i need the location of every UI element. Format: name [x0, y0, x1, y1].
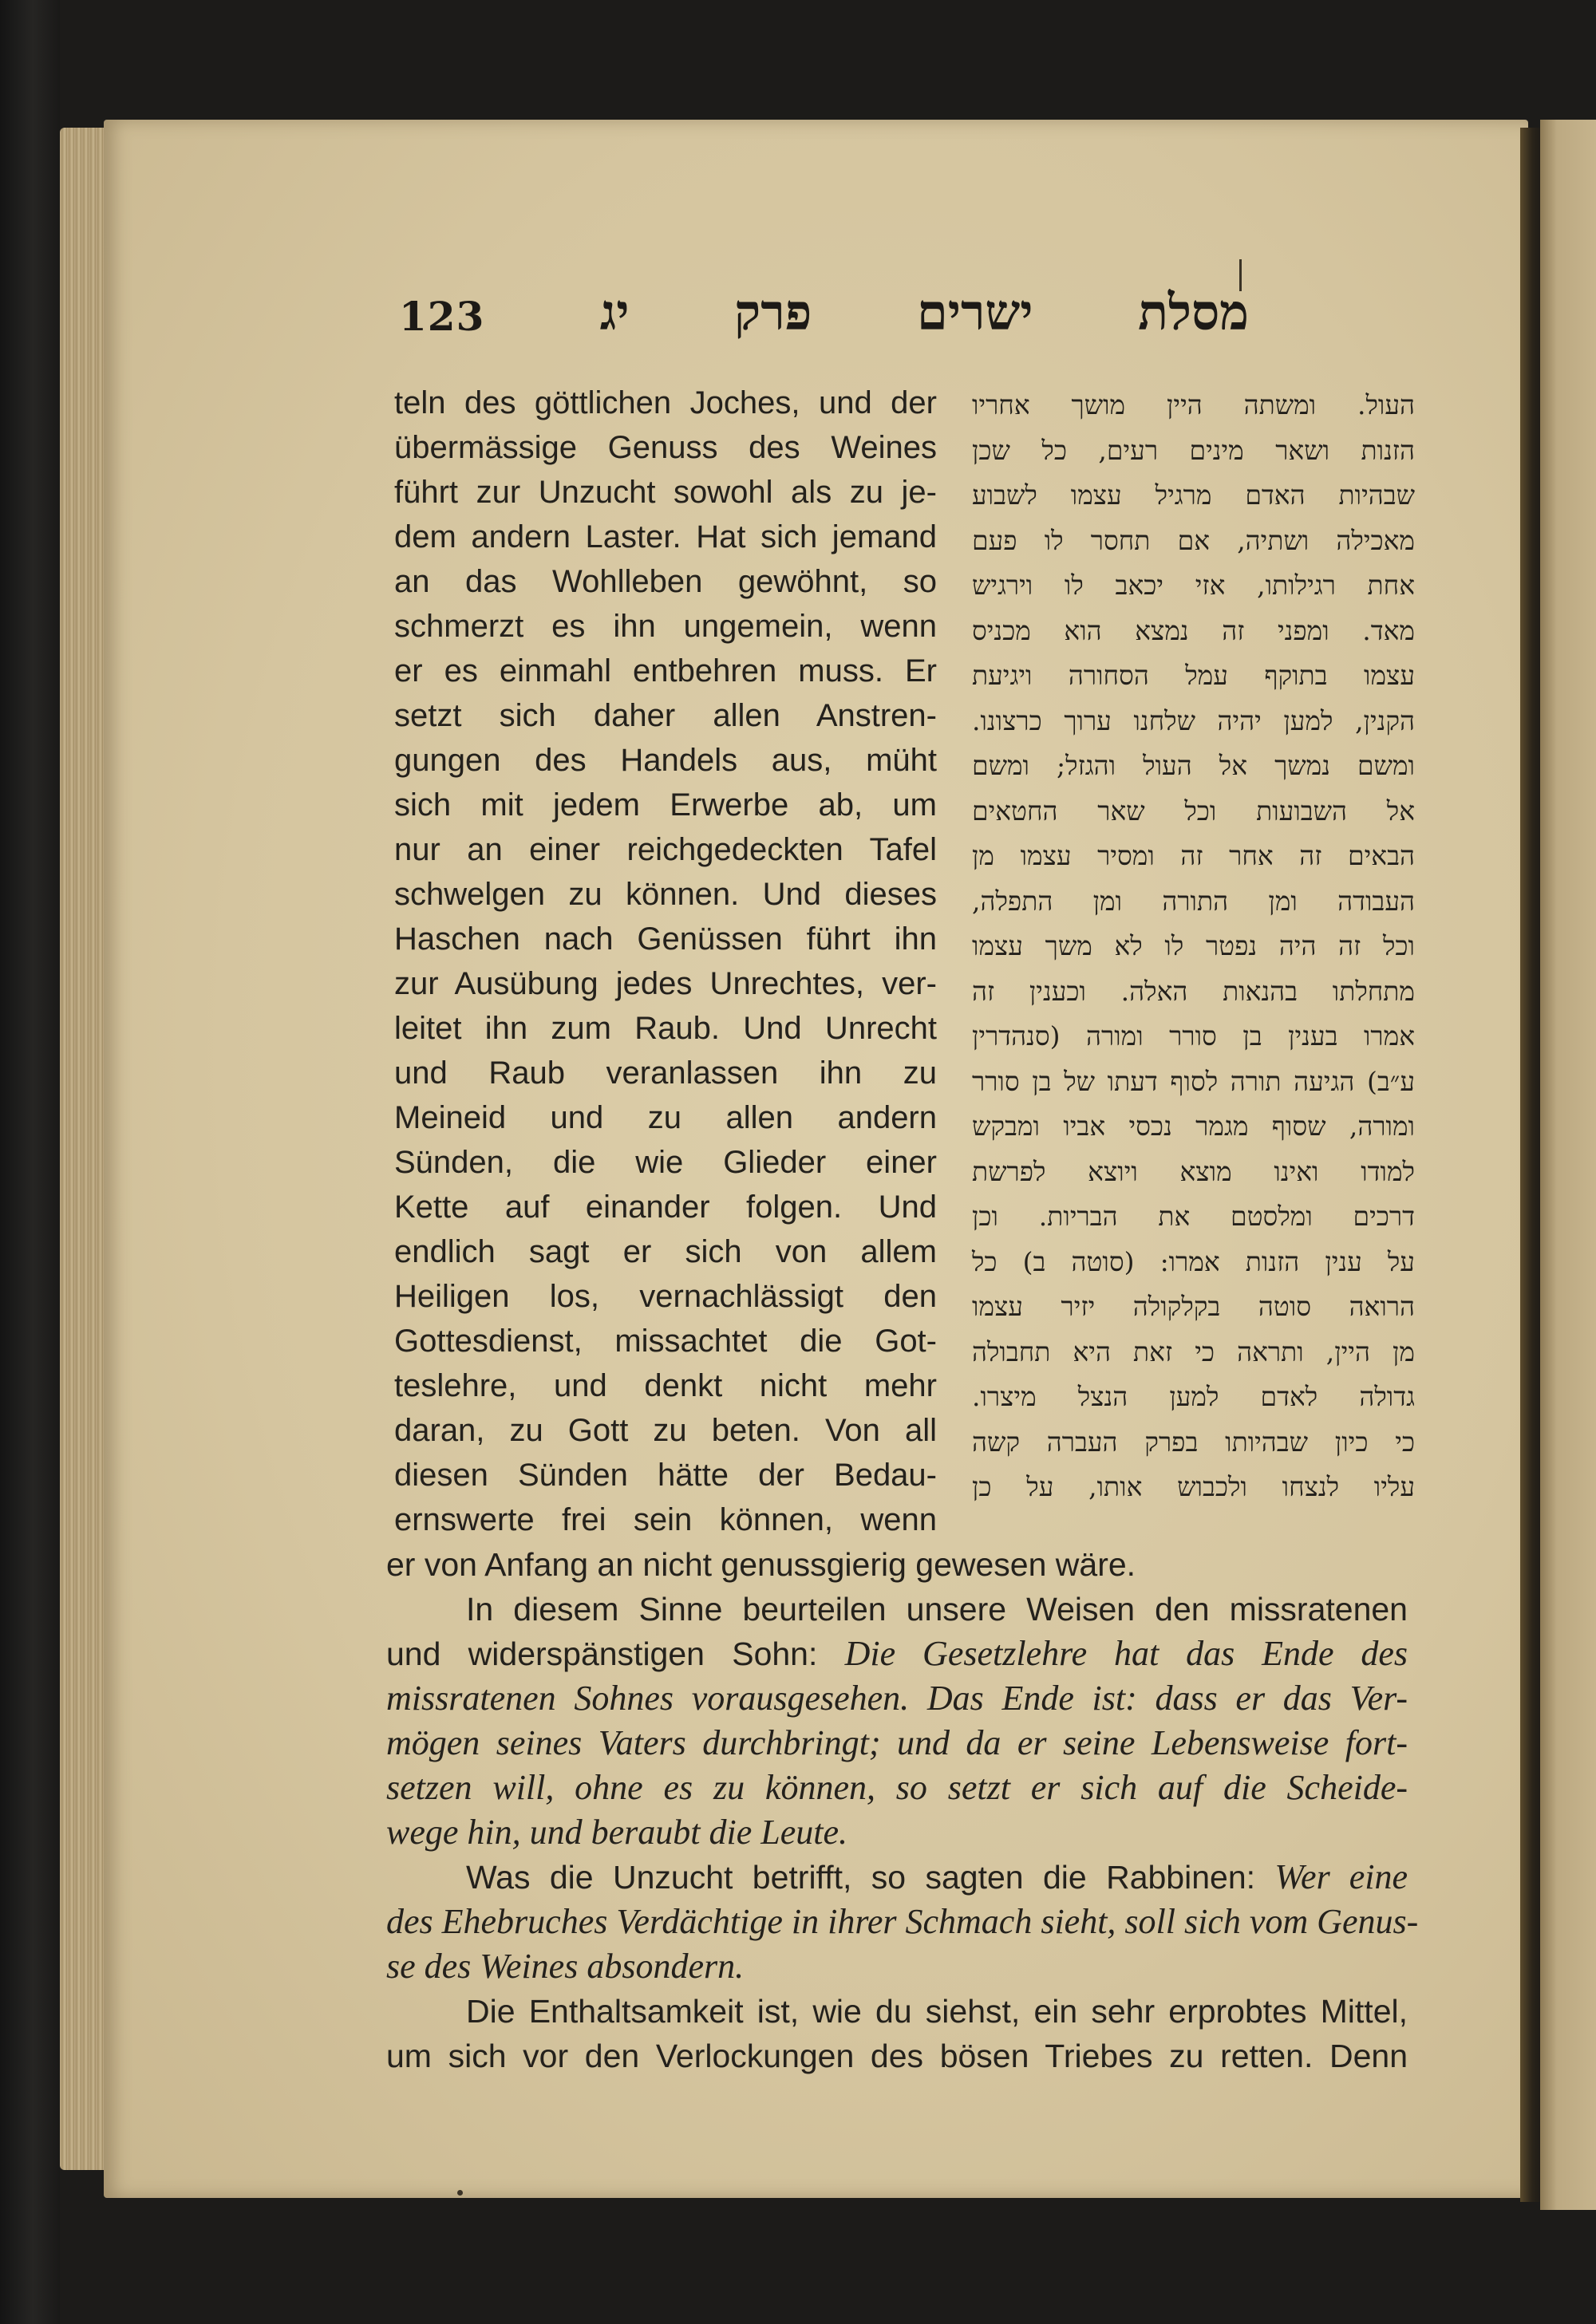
german-line: teln des göttlichen Joches, und der [394, 385, 937, 420]
german-line: Kette auf einander folgen. Und [394, 1190, 937, 1225]
quote-line: setzen will, ohne es zu können, so setzt er sich auf die Scheide- [386, 1768, 1408, 1807]
text-line: um sich vor den Verlockungen des bösen Triebes zu retten. Denn [386, 2038, 1408, 2074]
german-line: sich mit jedem Erwerbe ab, um [394, 787, 937, 823]
german-line: Heiligen los, vernachlässigt den [394, 1279, 937, 1314]
hebrew-line: עליו לנצחו ולכבוש אותו, על כן [972, 1471, 1415, 1502]
hebrew-line: על ענין הזנות אמרו: (סוטה ב) כל [972, 1245, 1415, 1277]
hebrew-title [600, 283, 1249, 342]
hebrew-line: הרואה סוטה בקלקולה יזיר עצמו [972, 1291, 1415, 1322]
hebrew-line: מתחלתו בהנאות האלה. וכענין זה [972, 975, 1415, 1007]
quote-line: wege hin, und beraubt die Leute. [386, 1813, 848, 1852]
german-line: Haschen nach Genüssen führt ihn [394, 921, 937, 957]
running-header [399, 283, 1249, 355]
hebrew-text-column [972, 383, 1415, 1510]
hebrew-line: מאכילה ושתיה, אם תחסר לו פעם [972, 524, 1415, 556]
book-binding [0, 0, 60, 2324]
german-line: er es einmahl entbehren muss. Er [394, 653, 937, 689]
page-number: 123 [399, 293, 485, 340]
hebrew-line: דרכים ומלסטם את הבריות. וכן [972, 1201, 1415, 1232]
hebrew-line: ע״ב) הגיעה תורה לסוף דעתו של בן סורר [972, 1065, 1415, 1097]
hebrew-line: מאד. ומפני זה נמצא הוא מכניס [972, 614, 1415, 646]
hebrew-line: אחת רגילותו, אזי יכאב לו וירגיש [972, 570, 1415, 601]
german-line: leitet ihn zum Raub. Und Unrecht [394, 1011, 937, 1046]
text-line: In diesem Sinne beurteilen unsere Weisen den missratenen [466, 1591, 1408, 1628]
german-line: zur Ausübung jedes Unrechtes, ver- [394, 966, 937, 1001]
german-line: daran, zu Gott zu beten. Von all [394, 1413, 937, 1448]
hebrew-line: העבודה ומן התורה ומן התפלה, [972, 885, 1415, 917]
hebrew-line: הקנין, למען יהיה שלחנו ערוך כרצונו. [972, 704, 1415, 736]
hebrew-line: שבהיות האדם מרגיל עצמו לשבוע [972, 479, 1415, 511]
hebrew-line: גדולה לאדם למען הנצל מיצרו. [972, 1381, 1415, 1412]
quote-segment: Die Gesetzlehre hat das Ende des [844, 1634, 1408, 1673]
german-line: führt zur Unzucht sowohl als zu je- [394, 475, 937, 510]
german-line: setzt sich daher allen Anstren- [394, 698, 937, 733]
german-line: diesen Sünden hätte der Bedau- [394, 1458, 937, 1493]
hebrew-line: ומורה, שסוף מגמר נכסי אביו ומבקש [972, 1111, 1415, 1142]
facing-page-edge [1540, 120, 1596, 2210]
page-gutter [1520, 128, 1540, 2202]
hebrew-line: למודו ואינו מוצא ויוצא לפרשת [972, 1155, 1415, 1187]
german-line: ernswerte frei sein können, wenn [394, 1502, 937, 1537]
german-line: übermässige Genuss des Weines [394, 430, 937, 465]
german-line: dem andern Laster. Hat sich jemand [394, 519, 937, 554]
text-segment: und widerspänstigen Sohn: [386, 1635, 845, 1672]
hebrew-line: הזנות ושאר מינים רעים, כל שכן [972, 434, 1415, 466]
text-line [386, 1855, 1408, 1900]
hebrew-line: העול. ומשתה היין מושך אחריו [972, 389, 1415, 420]
text-line: Die Enthaltsamkeit ist, wie du siehst, ein sehr erprobtes Mittel, [466, 1993, 1408, 2030]
german-line: gungen des Handels aus, müht [394, 743, 937, 778]
quote-line: des Ehebruches Verdächtige in ihrer Schmach sieht, soll sich vom Genus- [386, 1902, 1419, 1941]
paper-speck [457, 2190, 463, 2196]
hebrew-title-word: פרק יג [599, 283, 812, 341]
german-line: Meineid und zu allen andern [394, 1100, 937, 1135]
quote-line: missratenen Sohnes vorausgesehen. Das Ende ist: dass er das Ver- [386, 1679, 1408, 1718]
german-line: und Raub veranlassen ihn zu [394, 1055, 937, 1091]
german-line: endlich sagt er sich von allem [394, 1234, 937, 1269]
full-width-text [386, 1542, 1419, 2078]
text-segment: Was die Unzucht betrifft, so sagten die Rabbinen: [466, 1859, 1275, 1896]
quote-line: se des Weines absondern. [386, 1947, 745, 1986]
german-line: Gottesdienst, missachtet die Got- [394, 1324, 937, 1359]
german-line: teslehre, und denkt nicht mehr [394, 1368, 937, 1403]
hebrew-line: וכל זה היה נפטר לו לא משך עצמו [972, 930, 1415, 961]
german-translation-column [394, 381, 937, 1542]
quote-segment: Wer eine [1274, 1857, 1408, 1896]
text-line: er von Anfang an nicht genussgierig gewesen wäre. [386, 1546, 1136, 1583]
hebrew-line: ומשם נמשך אל העול והגזל; ומשם [972, 750, 1415, 781]
hebrew-title-word: ישרים [917, 283, 1033, 341]
german-line: an das Wohlleben gewöhnt, so [394, 564, 937, 599]
quote-line: mögen seines Vaters durchbringt; und da er seine Lebensweise fort- [386, 1723, 1408, 1762]
hebrew-line: עצמו בתוקף עמל הסחורה ויגיעת [972, 660, 1415, 691]
german-line: schwelgen zu können. Und dieses [394, 877, 937, 912]
hebrew-line: כי כיון שבהיותו בפרק העברה קשה [972, 1426, 1415, 1458]
hebrew-title-word: מסלת [1138, 283, 1249, 341]
hebrew-line: אל השבועות וכל שאר החטאים [972, 795, 1415, 827]
hebrew-line: מן היין, ותראה כי זאת היא תחבולה [972, 1336, 1415, 1367]
hebrew-line: אמרו בענין בן סורר ומורה (סנהדרין [972, 1020, 1415, 1052]
text-line [386, 1632, 1408, 1676]
german-line: nur an einer reichgedeckten Tafel [394, 832, 937, 867]
hebrew-line: הבאים זה אחר זה ומסיר עצמו מן [972, 840, 1415, 871]
german-line: Sünden, die wie Glieder einer [394, 1145, 937, 1180]
german-line: schmerzt es ihn ungemein, wenn [394, 609, 937, 644]
